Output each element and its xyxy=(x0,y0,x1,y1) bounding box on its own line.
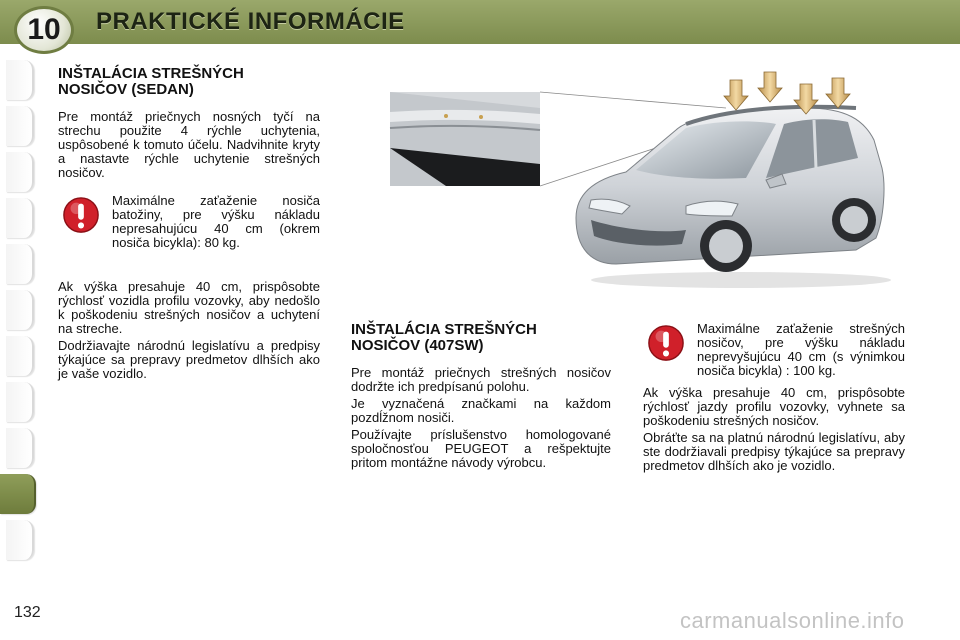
down-arrow-icon xyxy=(826,78,850,108)
sw-heading xyxy=(351,322,611,354)
chapter-number-badge: 10 xyxy=(14,6,74,54)
exclamation-circle-icon xyxy=(647,324,685,362)
car-roof-bars-illustration xyxy=(386,68,896,290)
sedan-heading-line1: INŠTALÁCIA STREŠNÝCH xyxy=(58,65,244,82)
sedan-heading xyxy=(58,66,320,98)
sw-paragraph: Obráťte sa na platnú národnú legislatívu, aby ste dodržiavali predpisy týkajúce sa prepravy predmetov dlhších ako je vozidlo. xyxy=(643,430,905,473)
chapter-tab[interactable] xyxy=(6,60,34,100)
chapter-tab[interactable] xyxy=(6,152,34,192)
sedan-warning-text: Maximálne zaťaženie nosiča batožiny, pre výšku nákladu nepresahujúcu 40 cm (okrem nosiča bicykla): 80 kg. xyxy=(112,193,320,250)
chapter-header xyxy=(0,0,960,44)
sedan-section xyxy=(58,66,320,384)
sedan-paragraph: Dodržiavajte národnú legislatívu a predpisy týkajúce sa prepravy predmetov dlhších ako je vaše vozidlo. xyxy=(58,338,320,381)
chapter-tab[interactable] xyxy=(6,198,34,238)
chapter-tab[interactable] xyxy=(6,520,34,560)
sw-paragraph: Ak výška presahuje 40 cm, prispôsobte rýchlosť jazdy profilu vozovky, vyhnete sa poškodeniu strešných nosičov. xyxy=(643,385,905,428)
down-arrow-icon xyxy=(724,80,748,110)
page-number: 132 xyxy=(14,604,41,621)
sedan-heading-line2: NOSIČOV (SEDAN) xyxy=(58,81,194,98)
chapter-tab[interactable] xyxy=(6,290,34,330)
sedan-intro: Pre montáž priečnych nosných tyčí na strechu použite 4 rýchle uchytenia, uspôsobené k tomuto účelu. Nadvihnite kryty a nastavte rýchle uchytenie strešných nosičov. xyxy=(58,109,320,180)
sw-section xyxy=(351,322,611,473)
down-arrow-icon xyxy=(758,72,782,102)
car-body xyxy=(576,107,891,288)
sw-heading-line2: NOSIČOV (407SW) xyxy=(351,337,484,354)
sw-paragraph: Používajte príslušenstvo homologované spoločnosťou PEUGEOT a rešpektujte pritom montážne návody výrobcu. xyxy=(351,427,611,470)
sedan-paragraph: Ak výška presahuje 40 cm, prispôsobte rýchlosť vozidla profilu vozovky, aby nedošlo k poškodeniu strešných nosičov a uchytení na streche. xyxy=(58,279,320,336)
chapter-tab[interactable] xyxy=(6,244,34,284)
chapter-tab[interactable] xyxy=(6,428,34,468)
sw-paragraph: Je vyznačená značkami na každom pozdĺžnom nosiči. xyxy=(351,396,611,425)
sw-heading-line1: INŠTALÁCIA STREŠNÝCH xyxy=(351,321,537,338)
chapter-tab-active[interactable] xyxy=(0,474,36,514)
sw-warning xyxy=(643,322,905,378)
watermark: carmanualsonline.info xyxy=(680,608,905,633)
page-title: PRAKTICKÉ INFORMÁCIE xyxy=(96,8,405,35)
sw-warning-text: Maximálne zaťaženie strešných nosičov, pre výšku nákladu neprevyšujúcu 40 cm (s výnimkou nosiča bicykla) : 100 kg. xyxy=(697,321,905,378)
exclamation-circle-icon xyxy=(62,196,100,234)
chapter-tabs xyxy=(0,60,34,580)
roof-rail-detail-inset xyxy=(390,92,540,186)
sw-paragraph: Pre montáž priečnych strešných nosičov dodržte ich predpísanú polohu. xyxy=(351,365,611,394)
chapter-tab[interactable] xyxy=(6,106,34,146)
chapter-tab[interactable] xyxy=(6,382,34,422)
sw-warning-section xyxy=(643,322,905,476)
chapter-tab[interactable] xyxy=(6,336,34,376)
sedan-warning xyxy=(58,194,320,250)
